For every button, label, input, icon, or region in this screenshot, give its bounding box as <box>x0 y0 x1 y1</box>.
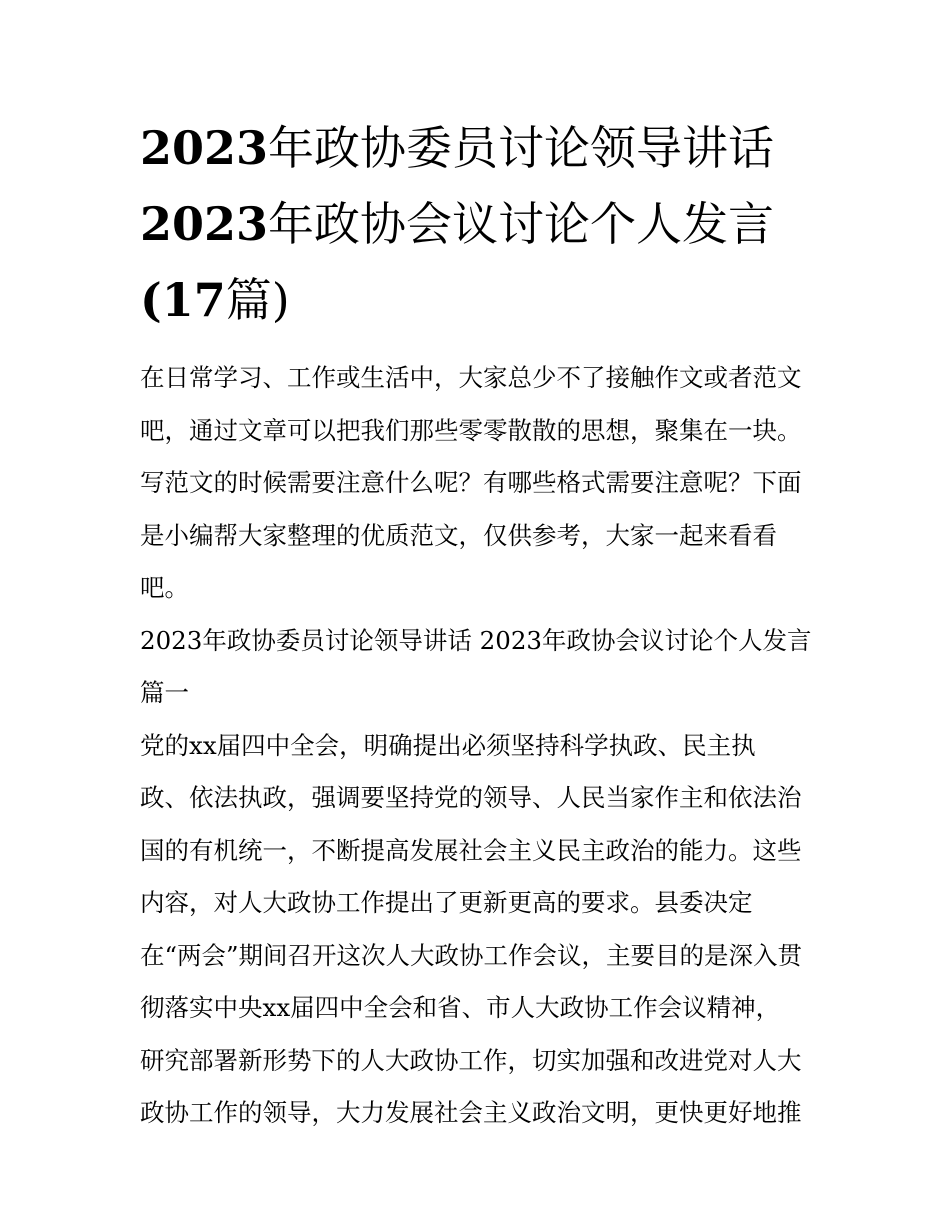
body-line: 政、依法执政，强调要坚持党的领导、人民当家作主和依法治 <box>140 783 802 812</box>
body-line: 党的xx届四中全会，明确提出必须坚持科学执政、民主执 <box>140 730 756 760</box>
title-line: 2023年政协会议讨论个人发言 <box>140 197 775 251</box>
body-line: 政协工作的领导，大力发展社会主义政治文明，更快更好地推 <box>140 1098 802 1127</box>
body-line: 国的有机统一，不断提高发展社会主义民主政治的能力。这些 <box>140 835 802 865</box>
document-body <box>140 352 820 1140</box>
body-line: 研究部署新形势下的人大政协工作，切实加强和改进党对人大 <box>140 1045 802 1075</box>
section-heading-line: 2023年政协委员讨论领导讲话 2023年政协会议讨论个人发言 <box>140 625 812 655</box>
body-line: 吧，通过文章可以把我们那些零零散散的思想，聚集在一块。 <box>140 415 802 445</box>
body-line: 在日常学习、工作或生活中，大家总少不了接触作文或者范文 <box>140 363 802 392</box>
title-line: (17篇) <box>140 273 290 327</box>
title-line: 2023年政协委员讨论领导讲话 <box>140 121 775 175</box>
body-line: 在“两会”期间召开这次人大政协工作会议，主要目的是深入贯 <box>140 940 803 970</box>
section-heading-line: 篇一 <box>140 678 189 707</box>
body-line: 吧。 <box>140 573 189 602</box>
body-line: 写范文的时候需要注意什么呢？有哪些格式需要注意呢？下面 <box>140 468 802 497</box>
document-title <box>140 110 820 338</box>
body-line: 是小编帮大家整理的优质范文，仅供参考，大家一起来看看 <box>140 520 777 550</box>
body-line: 内容，对人大政协工作提出了更新更高的要求。县委决定 <box>140 888 753 917</box>
body-line: 彻落实中央xx届四中全会和省、市人大政协工作会议精神， <box>140 993 781 1022</box>
